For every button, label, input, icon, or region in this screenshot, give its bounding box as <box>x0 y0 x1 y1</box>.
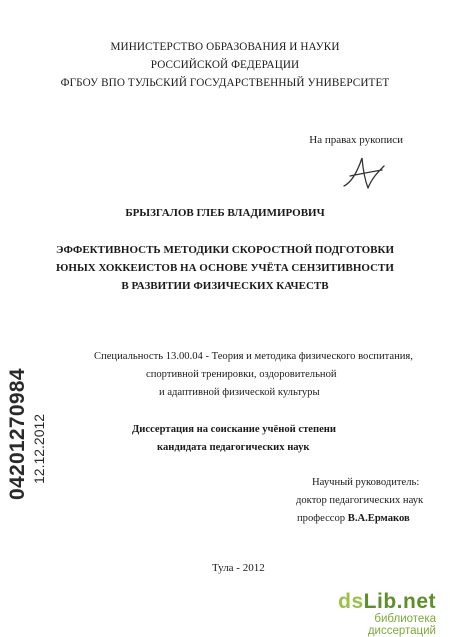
supervisor-degree: доктор педагогических наук <box>296 495 424 506</box>
specialty-line-3: и адаптивной физической культуры <box>159 387 320 398</box>
ministry-line: МИНИСТЕРСТВО ОБРАЗОВАНИЯ И НАУКИ <box>110 41 340 53</box>
specialty-line-1: Специальность 13.00.04 - Теория и методика физического воспитания, <box>94 351 413 362</box>
side-stamp-code: 04201270984 <box>6 368 29 500</box>
author-name: БРЫЗГАЛОВ ГЛЕБ ВЛАДИМИРОВИЧ <box>125 207 325 219</box>
manuscript-note: На правах рукописи <box>309 134 403 146</box>
dslib-logo: dsLib.net <box>338 590 436 613</box>
title-line-1: ЭФФЕКТИВНОСТЬ МЕТОДИКИ СКОРОСТНОЙ ПОДГОТОВКИ <box>55 244 395 256</box>
supervisor-name: В.А.Ермаков <box>347 513 410 524</box>
signature-mark <box>338 152 388 192</box>
side-stamp-date: 12.12.2012 <box>31 413 47 484</box>
federation-line: РОССИЙСКОЙ ФЕДЕРАЦИИ <box>150 59 300 71</box>
city-year: Тула - 2012 <box>212 562 265 574</box>
title-line-3: В РАЗВИТИИ ФИЗИЧЕСКИХ КАЧЕСТВ <box>121 280 329 292</box>
dslib-tagline: библиотека диссертаций <box>367 613 436 637</box>
dslib-watermark[interactable] <box>306 590 436 637</box>
supervisor-title <box>297 513 410 524</box>
university-line: ФГБОУ ВПО ТУЛЬСКИЙ ГОСУДАРСТВЕННЫЙ УНИВЕРСИТЕТ <box>60 77 390 89</box>
supervisor-title-prefix: профессор <box>297 513 348 524</box>
specialty-line-2: спортивной тренировки, оздоровительной <box>146 369 337 380</box>
degree-line-2: кандидата педагогических наук <box>157 442 310 453</box>
supervisor-label: Научный руководитель: <box>312 477 420 488</box>
title-line-2: ЮНЫХ ХОККЕИСТОВ НА ОСНОВЕ УЧЁТА СЕНЗИТИВНОСТИ <box>56 262 394 274</box>
degree-line-1: Диссертация на соискание учёной степени <box>132 424 336 435</box>
